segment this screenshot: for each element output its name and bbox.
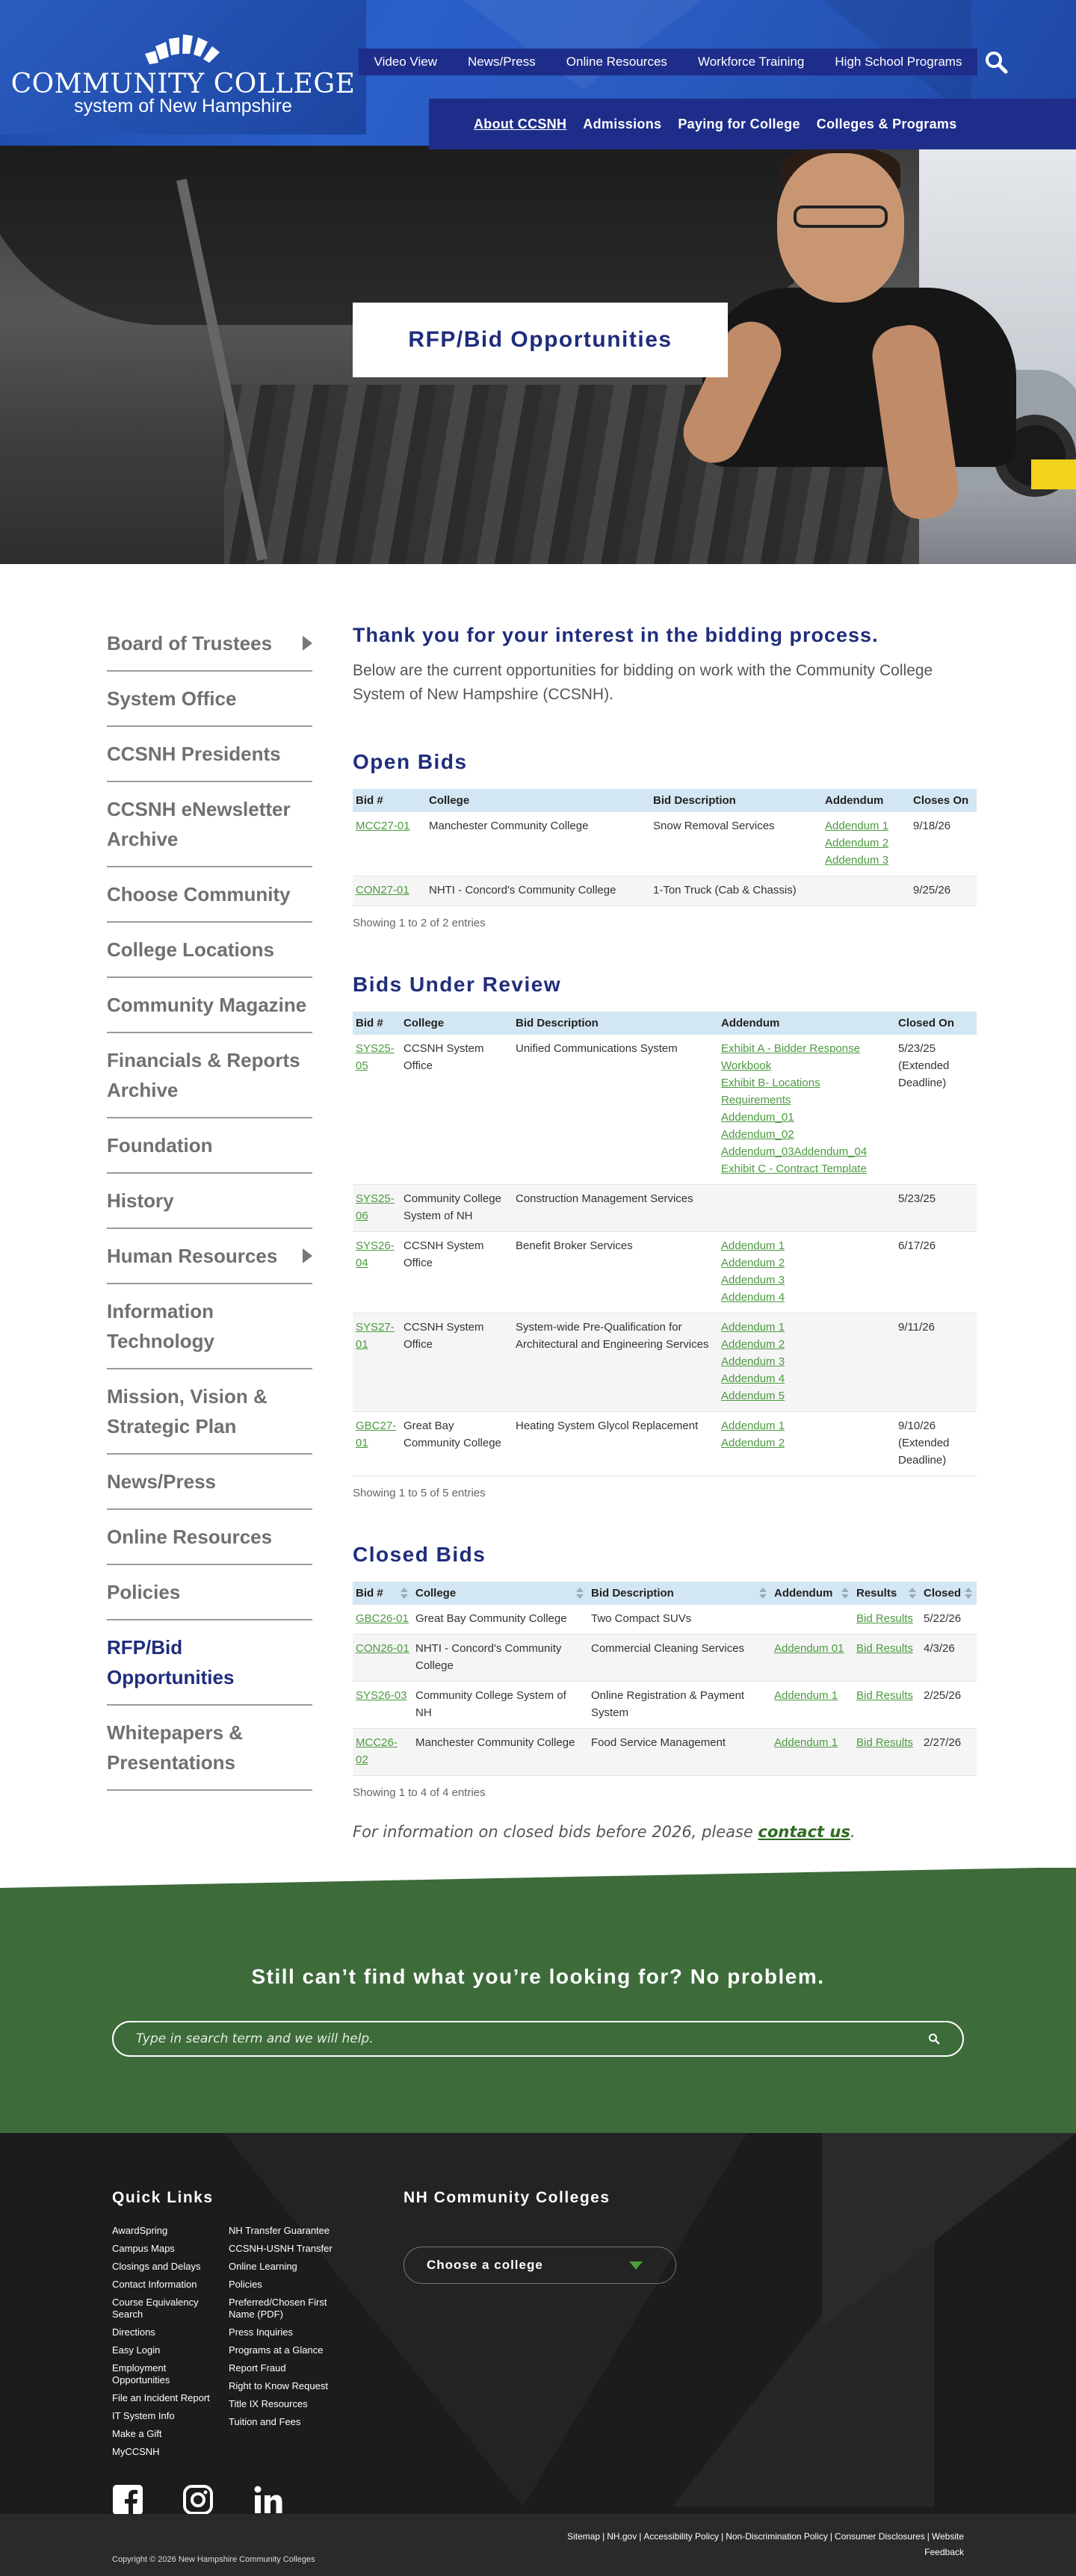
mainnav-colleges-programs[interactable]: Colleges & Programs: [816, 116, 957, 131]
addendum-link[interactable]: Addendum 01: [774, 1642, 844, 1655]
open-bids-table: [353, 789, 977, 906]
quick-link-ccsnh-usnh-transfer[interactable]: CCSNH-USNH Transfer: [229, 2243, 333, 2254]
legal-link-non-discrimination-policy[interactable]: Non-Discrimination Policy: [726, 2531, 828, 2542]
closed-note-end: .: [850, 1823, 856, 1841]
mainnav-about-ccsnh[interactable]: About CCSNH: [474, 116, 567, 131]
sidebar-item-financials-reports-archive[interactable]: [107, 1033, 312, 1118]
bid-number-cell: [353, 1729, 412, 1776]
addendum-link[interactable]: Addendum_01: [721, 1111, 794, 1124]
bid-number-link[interactable]: SYS25-05: [356, 1042, 395, 1072]
bid-number-cell: [353, 1682, 412, 1729]
quick-link-right-to-know-request[interactable]: Right to Know Request: [229, 2380, 328, 2391]
sidebar-item-whitepapers-presentations[interactable]: [107, 1706, 312, 1791]
addendum-link[interactable]: Addendum 4: [721, 1291, 785, 1304]
addendum-cell: [718, 1185, 895, 1232]
topnav-workforce-training[interactable]: Workforce Training: [697, 55, 805, 69]
instagram-icon[interactable]: [182, 2484, 214, 2515]
column-header-closed[interactable]: Closed: [921, 1582, 977, 1605]
site-search-box: [112, 2021, 964, 2057]
date-cell: 5/23/25 (Extended Deadline): [895, 1035, 977, 1185]
date-cell: 4/3/26: [921, 1635, 977, 1682]
bid-number-link[interactable]: SYS26-04: [356, 1239, 395, 1269]
addendum-link[interactable]: Addendum 3: [721, 1274, 785, 1287]
addendum-cell: [771, 1605, 853, 1635]
sidebar-item-label: CCSNH Presidents: [107, 743, 281, 765]
column-header-bid-description[interactable]: Bid Description: [588, 1582, 771, 1605]
sidebar-item-label: News/Press: [107, 1470, 216, 1493]
sidebar-nav: [107, 616, 312, 1791]
legal-link-website-feedback[interactable]: Website Feedback: [924, 2531, 964, 2557]
sidebar-item-community-magazine[interactable]: [107, 978, 312, 1033]
table-row: [353, 1605, 977, 1635]
addendum-link[interactable]: Addendum_02: [721, 1128, 794, 1141]
closed-note-text: For information on closed bids before 2026, please: [353, 1823, 758, 1841]
logo-subtitle: system of New Hampshire: [74, 96, 292, 117]
column-header-college[interactable]: College: [412, 1582, 588, 1605]
bid-results-link[interactable]: Bid Results: [856, 1612, 913, 1625]
sidebar-item-label: Human Resources: [107, 1245, 278, 1267]
search-band-title: Still can’t find what you’re looking for? No problem.: [251, 1965, 825, 1988]
search-icon[interactable]: [983, 49, 1009, 75]
sidebar-item-mission-vision-strategic-plan[interactable]: [107, 1369, 312, 1455]
college-cell: CCSNH System Office: [401, 1313, 513, 1412]
legal-link-accessibility-policy[interactable]: Accessibility Policy: [643, 2531, 720, 2542]
topnav-news-press[interactable]: News/Press: [468, 55, 536, 69]
bid-number-cell: [353, 1035, 401, 1185]
bid-results-link[interactable]: Bid Results: [856, 1689, 913, 1702]
sidebar-item-online-resources[interactable]: [107, 1510, 312, 1565]
column-header-bid: Bid #: [353, 789, 426, 812]
sidebar-item-label: Choose Community: [107, 883, 291, 905]
nh-colleges-title: NH Community Colleges: [404, 2189, 610, 2206]
sidebar-item-rfp-bid-opportunities[interactable]: [107, 1620, 312, 1706]
site-search-input[interactable]: [136, 2031, 928, 2046]
intro-title: Thank you for your interest in the bidding process.: [353, 624, 879, 646]
addendum-cell: [771, 1635, 853, 1682]
description-cell: Construction Management Services: [513, 1185, 718, 1232]
table-row: [353, 1313, 977, 1412]
bid-number-link[interactable]: CON26-01: [356, 1642, 409, 1655]
results-cell: [853, 1605, 921, 1635]
date-cell: 2/27/26: [921, 1729, 977, 1776]
column-header-college: College: [426, 789, 650, 812]
social-links: [112, 2484, 284, 2515]
table-row: [353, 1682, 977, 1729]
sidebar-item-label: CCSNH eNewsletter Archive: [107, 798, 291, 850]
open-bids-title: Open Bids: [353, 750, 468, 773]
table-row: [353, 1729, 977, 1776]
main-nav: [429, 99, 1076, 149]
review-bids-table: [353, 1012, 977, 1476]
bid-number-cell: [353, 1412, 401, 1476]
search-icon[interactable]: [928, 2033, 940, 2045]
quick-link-course-equivalency-search[interactable]: Course Equivalency Search: [112, 2297, 199, 2320]
column-header-bid[interactable]: Bid #: [353, 1582, 412, 1605]
bid-number-link[interactable]: SYS26-03: [356, 1689, 407, 1702]
sidebar-item-label: History: [107, 1189, 174, 1212]
quick-link-title-ix-resources[interactable]: Title IX Resources: [229, 2398, 308, 2409]
description-cell: Online Registration & Payment System: [588, 1682, 771, 1729]
logo-sunburst-icon: [143, 21, 223, 66]
quick-link-directions[interactable]: Directions: [112, 2326, 155, 2338]
addendum-link[interactable]: Addendum 2: [721, 1257, 785, 1269]
addendum-link[interactable]: Addendum 2: [721, 1437, 785, 1449]
quick-link-closings-and-delays[interactable]: Closings and Delays: [112, 2261, 201, 2272]
bid-number-link[interactable]: SYS25-06: [356, 1192, 395, 1222]
legal-link-consumer-disclosures[interactable]: Consumer Disclosures: [835, 2531, 925, 2542]
topnav-high-school-programs[interactable]: High School Programs: [835, 55, 962, 69]
sidebar-item-label: Mission, Vision & Strategic Plan: [107, 1385, 268, 1437]
quick-link-nh-transfer-guarantee[interactable]: NH Transfer Guarantee: [229, 2225, 330, 2236]
sidebar-item-ccsnh-enewsletter-archive[interactable]: [107, 782, 312, 867]
college-cell: Community College System of NH: [401, 1185, 513, 1232]
addendum-cell: [718, 1412, 895, 1476]
quick-link-file-an-incident-report[interactable]: File an Incident Report: [112, 2392, 210, 2403]
main-content: [353, 624, 977, 1841]
linkedin-icon[interactable]: [253, 2484, 284, 2515]
description-cell: Unified Communications System: [513, 1035, 718, 1185]
bid-results-link[interactable]: Bid Results: [856, 1736, 913, 1749]
bid-number-link[interactable]: CON27-01: [356, 884, 409, 897]
quick-link-online-learning[interactable]: Online Learning: [229, 2261, 297, 2272]
sidebar-item-foundation[interactable]: [107, 1118, 312, 1174]
bid-number-cell: [353, 812, 426, 876]
college-cell: CCSNH System Office: [401, 1232, 513, 1313]
column-header-bid: Bid #: [353, 1012, 401, 1035]
college-cell: NHTI - Concord's Community College: [426, 876, 650, 906]
bid-number-cell: [353, 1635, 412, 1682]
addendum-cell: [771, 1682, 853, 1729]
bid-results-link[interactable]: Bid Results: [856, 1642, 913, 1655]
chevron-right-icon[interactable]: [303, 636, 312, 651]
column-header-closed-on: Closed On: [895, 1012, 977, 1035]
table-row: [353, 1412, 977, 1476]
date-cell: 9/11/26: [895, 1313, 977, 1412]
utility-nav: [359, 49, 977, 75]
bid-number-link[interactable]: GBC27-01: [356, 1419, 397, 1449]
mainnav-paying-for-college[interactable]: Paying for College: [678, 116, 800, 131]
column-header-bid-description: Bid Description: [513, 1012, 718, 1035]
site-footer: [0, 2133, 1076, 2576]
bid-number-link[interactable]: SYS27-01: [356, 1321, 395, 1351]
date-cell: 9/18/26: [910, 812, 977, 876]
description-cell: Commercial Cleaning Services: [588, 1635, 771, 1682]
quick-link-it-system-info[interactable]: IT System Info: [112, 2410, 175, 2421]
column-header-bid-description: Bid Description: [650, 789, 822, 812]
mainnav-admissions[interactable]: Admissions: [583, 116, 662, 131]
topnav-video-view[interactable]: Video View: [374, 55, 437, 69]
site-logo[interactable]: [0, 0, 366, 134]
chevron-right-icon[interactable]: [303, 1248, 312, 1263]
facebook-icon[interactable]: [112, 2484, 143, 2515]
sidebar-item-label: Policies: [107, 1581, 181, 1603]
addendum-link[interactable]: Addendum 3: [721, 1355, 785, 1368]
addendum-cell: [718, 1232, 895, 1313]
college-cell: NHTI - Concord's Community College: [412, 1635, 588, 1682]
college-cell: Community College System of NH: [412, 1682, 588, 1729]
sidebar-item-label: Information Technology: [107, 1300, 214, 1352]
column-header-results[interactable]: Results: [853, 1582, 921, 1605]
chevron-down-icon: [629, 2261, 643, 2270]
addendum-link[interactable]: Addendum 1: [825, 820, 889, 832]
addendum-link[interactable]: Addendum 2: [825, 837, 889, 849]
table-row: [353, 876, 977, 906]
sidebar-item-label: College Locations: [107, 938, 274, 961]
bid-number-cell: [353, 1232, 401, 1313]
quick-link-myccsnh[interactable]: MyCCSNH: [112, 2446, 160, 2457]
college-cell: Manchester Community College: [412, 1729, 588, 1776]
college-cell: Great Bay Community College: [401, 1412, 513, 1476]
description-cell: 1-Ton Truck (Cab & Chassis): [650, 876, 822, 906]
addendum-link[interactable]: Exhibit B- Locations Requirements: [721, 1077, 820, 1106]
separator: |: [721, 2531, 724, 2542]
description-cell: Snow Removal Services: [650, 812, 822, 876]
bid-number-link[interactable]: MCC27-01: [356, 820, 410, 832]
college-cell: Great Bay Community College: [412, 1605, 588, 1635]
open-bids-count: Showing 1 to 2 of 2 entries: [353, 917, 486, 929]
results-cell: [853, 1635, 921, 1682]
closed-bids-count: Showing 1 to 4 of 4 entries: [353, 1786, 486, 1799]
review-bids-title: Bids Under Review: [353, 973, 562, 996]
legal-links: [545, 2529, 964, 2560]
sidebar-item-history[interactable]: [107, 1174, 312, 1229]
quick-link-press-inquiries[interactable]: Press Inquiries: [229, 2326, 293, 2338]
addendum-cell: [771, 1729, 853, 1776]
description-cell: Benefit Broker Services: [513, 1232, 718, 1313]
results-cell: [853, 1729, 921, 1776]
quick-links-column-1: [112, 2225, 224, 2464]
description-cell: Heating System Glycol Replacement: [513, 1412, 718, 1476]
bid-number-cell: [353, 876, 426, 906]
sidebar-item-label: Community Magazine: [107, 994, 307, 1016]
quick-link-campus-maps[interactable]: Campus Maps: [112, 2243, 175, 2254]
description-cell: Two Compact SUVs: [588, 1605, 771, 1635]
legal-link-nh-gov[interactable]: NH.gov: [607, 2531, 637, 2542]
contact-us-link[interactable]: contact us: [758, 1823, 850, 1841]
separator: |: [602, 2531, 605, 2542]
quick-link-preferred-chosen-first-name-pdf[interactable]: Preferred/Chosen First Name (PDF): [229, 2297, 327, 2320]
date-cell: 5/22/26: [921, 1605, 977, 1635]
quick-link-policies[interactable]: Policies: [229, 2279, 262, 2290]
bid-number-link[interactable]: MCC26-02: [356, 1736, 398, 1766]
table-row: [353, 1232, 977, 1313]
sidebar-item-label: System Office: [107, 687, 237, 710]
bid-number-cell: [353, 1313, 401, 1412]
quick-link-make-a-gift[interactable]: Make a Gift: [112, 2428, 162, 2439]
table-row: [353, 1635, 977, 1682]
sidebar-item-label: Financials & Reports Archive: [107, 1049, 300, 1101]
addendum-link[interactable]: Addendum 1: [721, 1321, 785, 1334]
description-cell: System-wide Pre-Qualification for Architectural and Engineering Services: [513, 1313, 718, 1412]
column-header-addendum[interactable]: Addendum: [771, 1582, 853, 1605]
copyright: Copyright © 2026 New Hampshire Community Colleges: [112, 2555, 315, 2564]
quick-links-title: Quick Links: [112, 2189, 214, 2206]
separator: |: [639, 2531, 642, 2542]
quick-link-employment-opportunities[interactable]: Employment Opportunities: [112, 2362, 170, 2385]
sidebar-item-label: Online Resources: [107, 1526, 273, 1548]
addendum-link[interactable]: Addendum 1: [774, 1689, 838, 1702]
addendum-link[interactable]: Exhibit A - Bidder Response Workbook: [721, 1042, 860, 1072]
bid-number-cell: [353, 1185, 401, 1232]
addendum-link[interactable]: Addendum 3: [825, 854, 889, 867]
addendum-link[interactable]: Addendum 1: [774, 1736, 838, 1749]
site-header: [0, 0, 1076, 564]
sidebar-item-board-of-trustees[interactable]: [107, 616, 312, 672]
separator: |: [829, 2531, 833, 2542]
date-cell: 6/17/26: [895, 1232, 977, 1313]
choose-college-label: Choose a college: [427, 2258, 543, 2272]
addendum-link[interactable]: Exhibit C - Contract Template: [721, 1162, 867, 1175]
bid-number-cell: [353, 1605, 412, 1635]
sidebar-item-news-press[interactable]: [107, 1455, 312, 1510]
quick-link-tuition-and-fees[interactable]: Tuition and Fees: [229, 2416, 301, 2427]
page-title: RFP/Bid Opportunities: [408, 327, 672, 352]
sidebar-item-label: Board of Trustees: [107, 632, 273, 654]
addendum-link[interactable]: Addendum 2: [721, 1338, 785, 1351]
sidebar-item-label: Foundation: [107, 1134, 213, 1157]
quick-links-column-2: [229, 2225, 341, 2434]
sidebar-item-ccsnh-presidents[interactable]: [107, 727, 312, 782]
addendum-link[interactable]: Addendum 1: [721, 1239, 785, 1252]
logo-name: COMMUNITY COLLEGE: [10, 69, 356, 99]
bid-number-link[interactable]: GBC26-01: [356, 1612, 409, 1625]
addendum-link[interactable]: Addendum 4: [721, 1372, 785, 1385]
addendum-cell: [822, 876, 910, 906]
addendum-cell: [718, 1035, 895, 1185]
addendum-link[interactable]: Addendum_03Addendum_04: [721, 1145, 868, 1158]
quick-link-programs-at-a-glance[interactable]: Programs at a Glance: [229, 2344, 324, 2356]
quick-link-awardspring[interactable]: AwardSpring: [112, 2225, 168, 2236]
date-cell: 9/25/26: [910, 876, 977, 906]
results-cell: [853, 1682, 921, 1729]
hero-title-card: [353, 303, 728, 377]
choose-college-dropdown[interactable]: [404, 2247, 676, 2284]
closed-bids-title: Closed Bids: [353, 1543, 486, 1566]
sidebar-item-system-office[interactable]: [107, 672, 312, 727]
college-cell: Manchester Community College: [426, 812, 650, 876]
review-bids-count: Showing 1 to 5 of 5 entries: [353, 1487, 486, 1499]
addendum-link[interactable]: Addendum 5: [721, 1390, 785, 1402]
date-cell: 9/10/26 (Extended Deadline): [895, 1412, 977, 1476]
closed-bids-note: [353, 1823, 977, 1841]
column-header-closes-on: Closes On: [910, 789, 977, 812]
sidebar-item-human-resources[interactable]: [107, 1229, 312, 1284]
quick-link-easy-login[interactable]: Easy Login: [112, 2344, 161, 2356]
date-cell: 2/25/26: [921, 1682, 977, 1729]
column-header-college: College: [401, 1012, 513, 1035]
footer-bottom-bar: [0, 2514, 1076, 2576]
description-cell: Food Service Management: [588, 1729, 771, 1776]
sidebar-item-label: RFP/Bid Opportunities: [107, 1636, 235, 1688]
legal-link-sitemap[interactable]: Sitemap: [567, 2531, 601, 2542]
closed-bids-table: [353, 1582, 977, 1776]
intro-text: Below are the current opportunities for bidding on work with the Community College System of New Hampshire (CCSNH).: [353, 662, 933, 703]
table-row: [353, 1185, 977, 1232]
quick-link-report-fraud[interactable]: Report Fraud: [229, 2362, 286, 2374]
column-header-addendum: Addendum: [718, 1012, 895, 1035]
sidebar-item-information-technology[interactable]: [107, 1284, 312, 1369]
search-band: [0, 1868, 1076, 2133]
sidebar-item-college-locations[interactable]: [107, 923, 312, 978]
sidebar-item-choose-community[interactable]: [107, 867, 312, 923]
college-cell: CCSNH System Office: [401, 1035, 513, 1185]
column-header-addendum: Addendum: [822, 789, 910, 812]
quick-link-contact-information[interactable]: Contact Information: [112, 2279, 197, 2290]
sidebar-item-label: Whitepapers & Presentations: [107, 1721, 244, 1774]
sidebar-item-policies[interactable]: [107, 1565, 312, 1620]
page-content: [0, 564, 1076, 1868]
addendum-cell: [718, 1313, 895, 1412]
topnav-online-resources[interactable]: Online Resources: [566, 55, 667, 69]
table-row: [353, 1035, 977, 1185]
addendum-cell: [822, 812, 910, 876]
date-cell: 5/23/25: [895, 1185, 977, 1232]
table-row: [353, 812, 977, 876]
addendum-link[interactable]: Addendum 1: [721, 1419, 785, 1432]
separator: |: [927, 2531, 930, 2542]
